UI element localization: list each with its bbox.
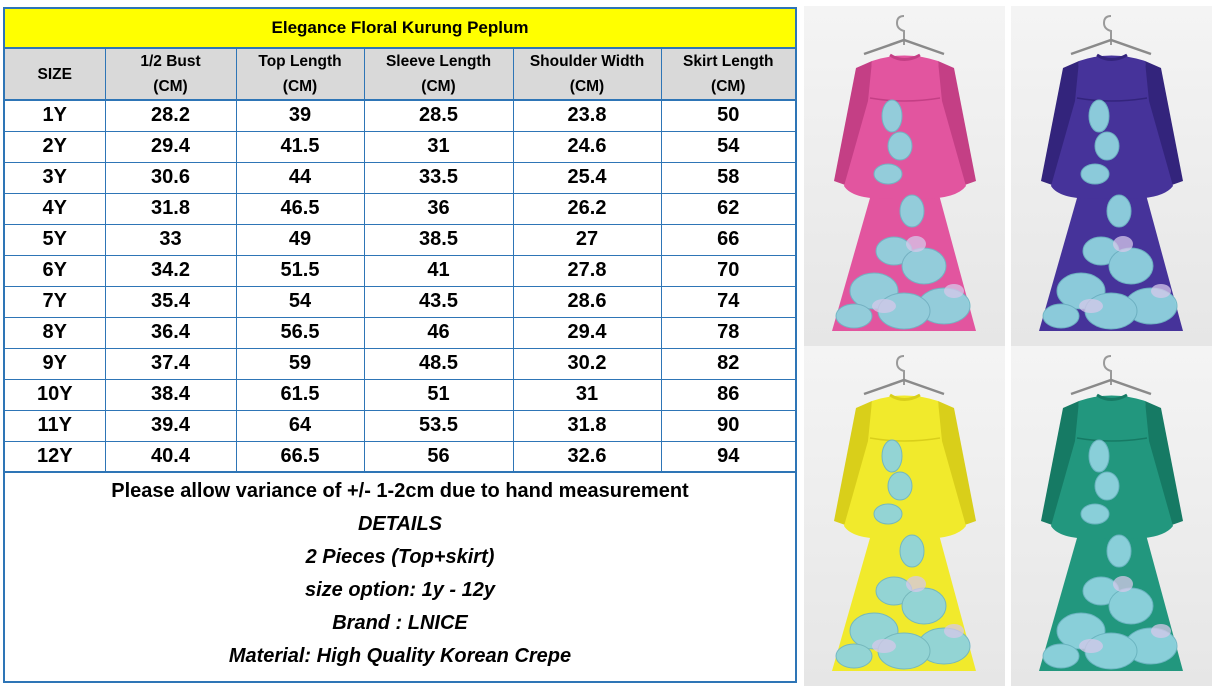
- table-row: [5, 193, 795, 224]
- column-header-unit: (CM): [421, 78, 456, 95]
- column-header: [105, 49, 236, 100]
- column-header-label: Shoulder Width: [529, 53, 645, 70]
- measurement-cell: 40.4: [105, 441, 236, 472]
- column-header-label: Skirt Length: [683, 53, 774, 70]
- product-photo-yellow: [804, 346, 1005, 686]
- measurement-cell: 24.6: [513, 131, 661, 162]
- measurement-cell: 53.5: [364, 410, 513, 441]
- measurement-cell: 23.8: [513, 100, 661, 131]
- measurement-cell: 74: [661, 286, 795, 317]
- size-cell: 10Y: [5, 379, 105, 410]
- chart-title: Elegance Floral Kurung Peplum: [5, 9, 795, 49]
- measurement-cell: 32.6: [513, 441, 661, 472]
- column-header-label: Sleeve Length: [385, 53, 492, 70]
- measurement-cell: 51.5: [236, 255, 364, 286]
- measurement-cell: 31: [364, 131, 513, 162]
- size-option-note: size option: 1y - 12y: [304, 579, 496, 601]
- measurement-cell: 56: [364, 441, 513, 472]
- measurement-cell: 58: [661, 162, 795, 193]
- table-row: [5, 410, 795, 441]
- table-row: [5, 286, 795, 317]
- size-cell: 4Y: [5, 193, 105, 224]
- measurement-cell: 29.4: [513, 317, 661, 348]
- table-row: [5, 131, 795, 162]
- column-header-label: 1/2 Bust: [140, 53, 201, 70]
- measurement-cell: 78: [661, 317, 795, 348]
- size-cell: 12Y: [5, 441, 105, 472]
- product-photo-purple: [1011, 6, 1212, 346]
- measurement-cell: 27: [513, 224, 661, 255]
- table-row: [5, 441, 795, 472]
- column-header: [364, 49, 513, 100]
- measurement-cell: 56.5: [236, 317, 364, 348]
- measurement-cell: 64: [236, 410, 364, 441]
- measurement-cell: 33: [105, 224, 236, 255]
- table-body: [5, 100, 795, 472]
- measurement-cell: 44: [236, 162, 364, 193]
- column-header: [236, 49, 364, 100]
- table-row: [5, 224, 795, 255]
- measurement-cell: 51: [364, 379, 513, 410]
- table-header-row: [5, 49, 795, 100]
- pieces-note: 2 Pieces (Top+skirt): [305, 546, 495, 568]
- table-row: [5, 379, 795, 410]
- measurement-cell: 38.5: [364, 224, 513, 255]
- product-photo-pink: [804, 6, 1005, 346]
- measurement-cell: 35.4: [105, 286, 236, 317]
- size-cell: 7Y: [5, 286, 105, 317]
- column-header-unit: (CM): [711, 78, 746, 95]
- measurement-cell: 37.4: [105, 348, 236, 379]
- measurement-cell: 36: [364, 193, 513, 224]
- column-header-label: SIZE: [37, 65, 72, 83]
- product-photo-green: [1011, 346, 1212, 686]
- column-header-unit: (CM): [153, 78, 188, 95]
- measurement-cell: 28.2: [105, 100, 236, 131]
- measurement-cell: 30.6: [105, 162, 236, 193]
- measurement-cell: 28.5: [364, 100, 513, 131]
- measurement-cell: 39: [236, 100, 364, 131]
- measurement-cell: 94: [661, 441, 795, 472]
- measurement-cell: 38.4: [105, 379, 236, 410]
- column-header: [661, 49, 795, 100]
- measurement-cell: 28.6: [513, 286, 661, 317]
- table-row: [5, 255, 795, 286]
- measurement-cell: 48.5: [364, 348, 513, 379]
- measurement-cell: 90: [661, 410, 795, 441]
- measurement-cell: 29.4: [105, 131, 236, 162]
- variance-note: Please allow variance of +/- 1-2cm due to hand measurement: [111, 480, 689, 502]
- measurement-cell: 33.5: [364, 162, 513, 193]
- table-row: [5, 348, 795, 379]
- size-cell: 8Y: [5, 317, 105, 348]
- product-notes: [5, 475, 795, 673]
- measurement-cell: 31: [513, 379, 661, 410]
- measurement-cell: 39.4: [105, 410, 236, 441]
- column-header: [513, 49, 661, 100]
- table-row: [5, 162, 795, 193]
- measurement-cell: 86: [661, 379, 795, 410]
- size-cell: 1Y: [5, 100, 105, 131]
- size-cell: 11Y: [5, 410, 105, 441]
- measurement-cell: 66: [661, 224, 795, 255]
- measurement-cell: 66.5: [236, 441, 364, 472]
- measurement-cell: 46.5: [236, 193, 364, 224]
- measurement-cell: 43.5: [364, 286, 513, 317]
- column-header: [5, 49, 105, 100]
- size-cell: 5Y: [5, 224, 105, 255]
- measurement-cell: 59: [236, 348, 364, 379]
- measurement-cell: 54: [236, 286, 364, 317]
- table-row: [5, 317, 795, 348]
- size-cell: 6Y: [5, 255, 105, 286]
- size-chart: [3, 7, 797, 683]
- measurement-cell: 26.2: [513, 193, 661, 224]
- size-cell: 3Y: [5, 162, 105, 193]
- column-header-label: Top Length: [258, 53, 342, 70]
- size-cell: 2Y: [5, 131, 105, 162]
- measurement-cell: 54: [661, 131, 795, 162]
- measurement-cell: 31.8: [105, 193, 236, 224]
- measurement-cell: 27.8: [513, 255, 661, 286]
- measurement-cell: 70: [661, 255, 795, 286]
- size-table: [5, 49, 795, 473]
- material-note: Material: High Quality Korean Crepe: [228, 645, 572, 667]
- measurement-cell: 36.4: [105, 317, 236, 348]
- measurement-cell: 49: [236, 224, 364, 255]
- measurement-cell: 34.2: [105, 255, 236, 286]
- measurement-cell: 62: [661, 193, 795, 224]
- measurement-cell: 41.5: [236, 131, 364, 162]
- measurement-cell: 61.5: [236, 379, 364, 410]
- column-header-unit: (CM): [282, 78, 318, 95]
- measurement-cell: 50: [661, 100, 795, 131]
- measurement-cell: 30.2: [513, 348, 661, 379]
- table-row: [5, 100, 795, 131]
- size-cell: 9Y: [5, 348, 105, 379]
- measurement-cell: 46: [364, 317, 513, 348]
- measurement-cell: 41: [364, 255, 513, 286]
- measurement-cell: 25.4: [513, 162, 661, 193]
- measurement-cell: 31.8: [513, 410, 661, 441]
- column-header-unit: (CM): [569, 78, 605, 95]
- details-heading: DETAILS: [357, 513, 443, 535]
- brand-note: Brand : LNICE: [332, 612, 468, 634]
- measurement-cell: 82: [661, 348, 795, 379]
